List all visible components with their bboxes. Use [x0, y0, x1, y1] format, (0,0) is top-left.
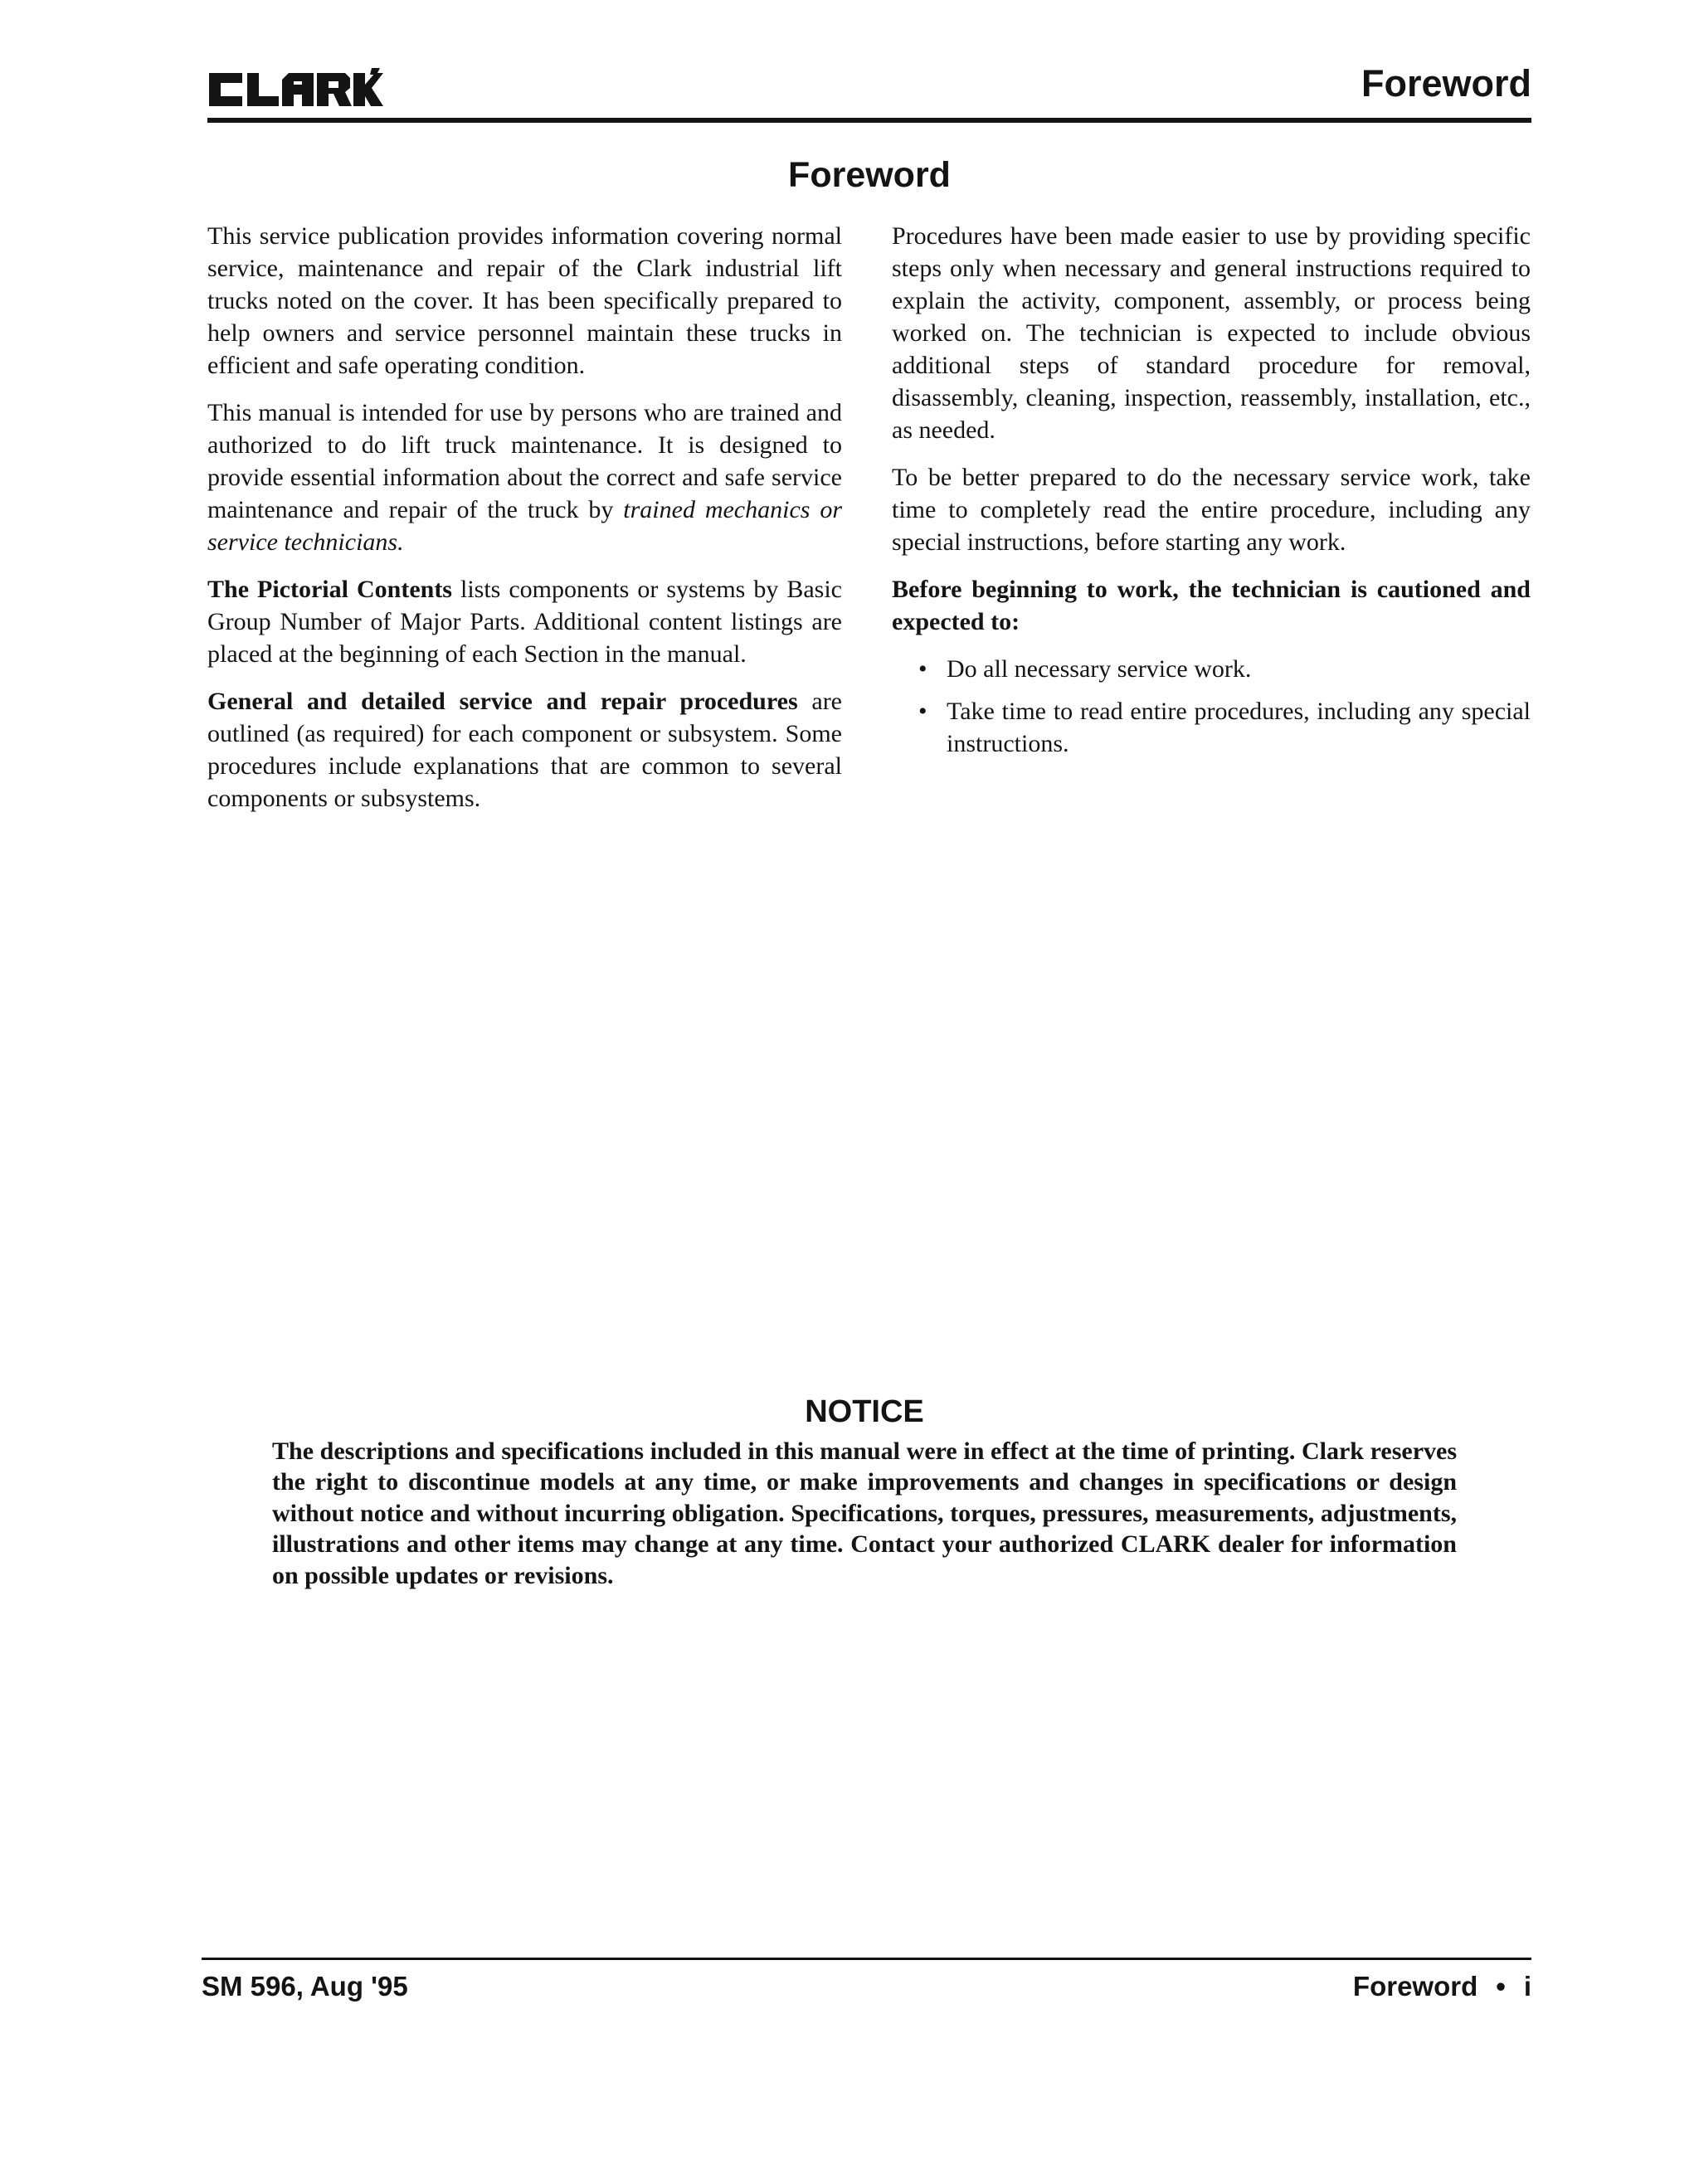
left-column: [207, 220, 842, 829]
page-number: i: [1523, 1971, 1531, 2002]
procedures-easier-paragraph: Procedures have been made easier to use by providing specific steps only when necessary and general instructions required to explain the activity, component, assembly, or process being worked on. The technician is expected to include obvious additional steps of standard procedure for removal, disassembly, cleaning, inspection, reassembly, installation, etc., as needed.: [892, 222, 1531, 444]
pictorial-contents-paragraph: [207, 573, 842, 670]
list-item-text: Do all necessary service work.: [947, 655, 1252, 683]
list-item: [892, 695, 1531, 760]
caution-bold: Before beginning to work, the technician is cautioned and expected to:: [892, 576, 1531, 635]
publication-id: SM 596, Aug '95: [202, 1971, 408, 2002]
clark-logo: [207, 66, 383, 113]
preparation-paragraph: To be better prepared to do the necessary service work, take time to completely read the entire procedure, including any special instructions, before starting any work.: [892, 464, 1531, 556]
page-label: [1353, 1972, 1531, 2000]
right-column: [892, 220, 1531, 770]
bullet-icon: •: [918, 655, 927, 683]
caution-paragraph: [892, 573, 1531, 638]
notice-block: [272, 1396, 1457, 1591]
procedures-text: are outlined (as required) for each component or subsystem. Some procedures include explanations that are common to several components or subsystems.: [207, 688, 843, 812]
caution-list: [892, 653, 1531, 760]
notice-title: NOTICE: [805, 1394, 924, 1429]
page-title: Foreword: [788, 155, 951, 195]
notice-text: The descriptions and specifications included in this manual were in effect at the time of printing. Clark reserves the right to discontinue models at any time, or make improvements and changes in specifications or design without notice and without incurring obligation. Specifications, torques, pressures, measurements, adjustments, illustrations and other items may change at any time. Contact your authorized CLARK dealer for information on possible updates or revisions.: [272, 1437, 1457, 1589]
intro-paragraph: This service publication provides information covering normal service, maintenance and repair of the Clark industrial lift trucks noted on the cover. It has been specifically prepared to help owners and service personnel maintain these trucks in efficient and safe operating condition.: [207, 222, 842, 379]
pictorial-contents-bold: The Pictorial Contents: [207, 576, 452, 603]
bullet-icon: •: [918, 698, 927, 725]
procedures-bold: General and detailed service and repair procedures: [207, 688, 798, 715]
intended-use-paragraph: [207, 396, 842, 558]
list-item: [892, 653, 1531, 685]
list-item-text: Take time to read entire procedures, including any special instructions.: [947, 698, 1531, 757]
intended-use-text: This manual is intended for use by persons who are trained and authorized to do lift truck maintenance. It is designed to provide essential information about the correct and safe service maintenance and repair of the truck by: [207, 399, 842, 523]
pictorial-contents-text: lists components or systems by Basic Group Number of Major Parts. Additional content listings are placed at the beginning of each Section in the manual.: [207, 576, 842, 668]
page-header: [207, 61, 1531, 124]
intended-use-italic: trained mechanics or service technicians.: [207, 496, 842, 556]
footer-rule: [202, 1958, 1531, 1960]
header-title: Foreword: [1361, 62, 1531, 105]
footer-separator: •: [1496, 1971, 1506, 2002]
header-rule: [207, 118, 1531, 123]
procedures-paragraph: [207, 685, 842, 815]
footer-section: Foreword: [1352, 1971, 1478, 2002]
